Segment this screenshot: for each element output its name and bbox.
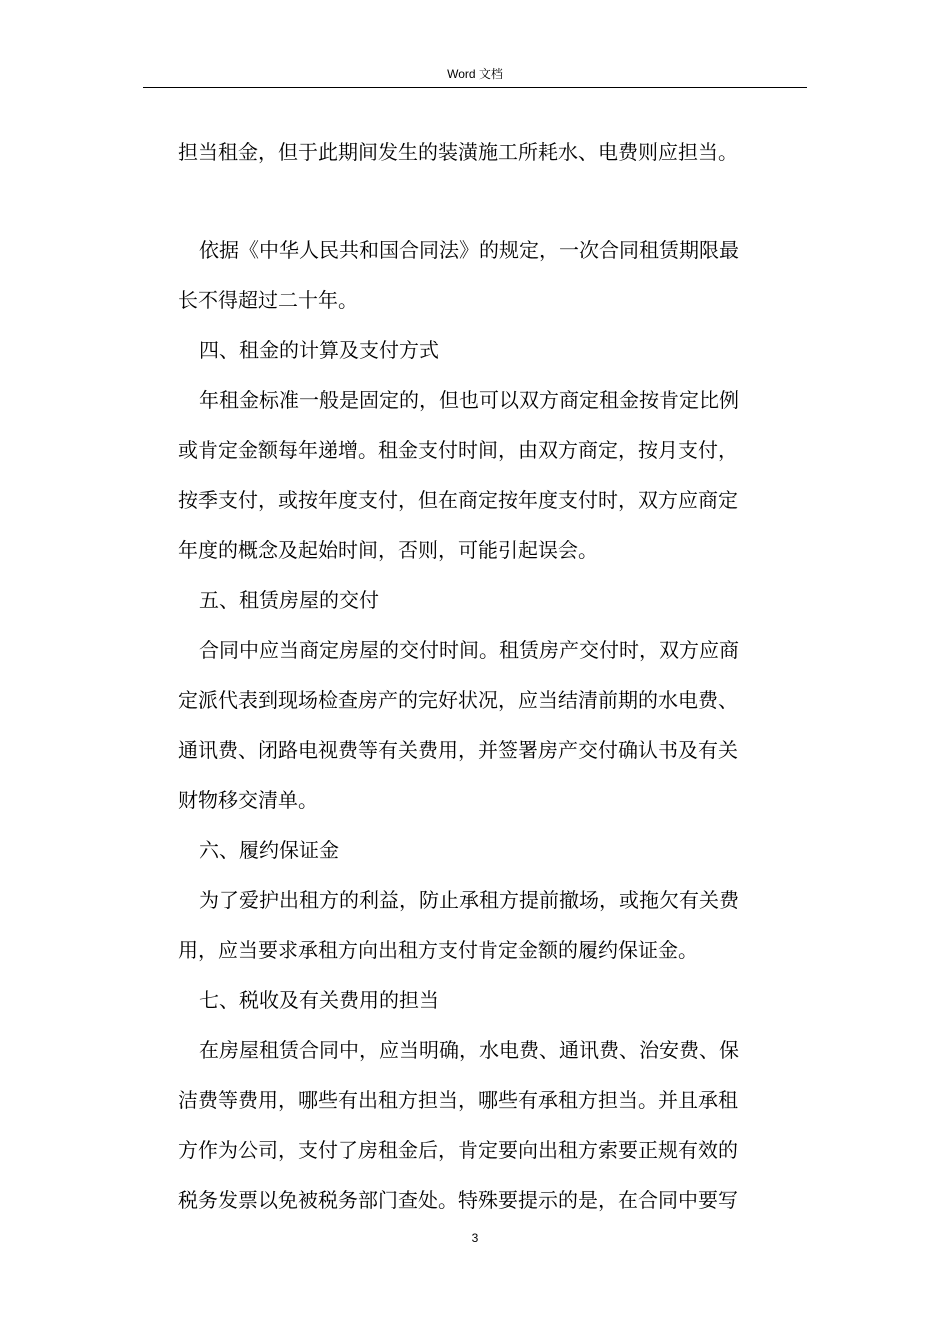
body-line: 通讯费、闭路电视费等有关费用，并签署房产交付确认书及有关 — [178, 738, 738, 762]
body-line: 税务发票以免被税务部门查处。特殊要提示的是，在合同中要写 — [178, 1188, 738, 1212]
body-line: 在房屋租赁合同中，应当明确，水电费、通讯费、治安费、保 — [199, 1038, 739, 1062]
body-line: 担当租金，但于此期间发生的装潢施工所耗水、电费则应担当。 — [178, 140, 738, 164]
section-heading: 七、税收及有关费用的担当 — [199, 988, 439, 1012]
header-title: Word 文档 — [447, 67, 503, 81]
section-heading: 四、租金的计算及支付方式 — [199, 338, 439, 362]
body-line: 定派代表到现场检查房产的完好状况，应当结清前期的水电费、 — [178, 688, 738, 712]
section-heading: 五、租赁房屋的交付 — [199, 588, 379, 612]
body-line: 方作为公司，支付了房租金后，肯定要向出租方索要正规有效的 — [178, 1138, 738, 1162]
body-line: 或肯定金额每年递增。租金支付时间，由双方商定，按月支付， — [178, 438, 738, 462]
page-number: 3 — [471, 1231, 479, 1245]
body-line: 年租金标准一般是固定的，但也可以双方商定租金按肯定比例 — [199, 388, 739, 412]
body-line: 财物移交清单。 — [178, 788, 318, 812]
page-footer — [0, 1230, 950, 1246]
body-line: 合同中应当商定房屋的交付时间。租赁房产交付时，双方应商 — [199, 638, 739, 662]
page-header — [0, 66, 950, 82]
body-line: 依据《中华人民共和国合同法》的规定，一次合同租赁期限最 — [199, 238, 739, 262]
section-heading: 六、履约保证金 — [199, 838, 339, 862]
body-line: 按季支付，或按年度支付，但在商定按年度支付时，双方应商定 — [178, 488, 738, 512]
body-line: 洁费等费用，哪些有出租方担当，哪些有承租方担当。并且承租 — [178, 1088, 738, 1112]
body-line: 为了爱护出租方的利益，防止承租方提前撤场，或拖欠有关费 — [199, 888, 739, 912]
body-line: 长不得超过二十年。 — [178, 288, 358, 312]
body-line: 用，应当要求承租方向出租方支付肯定金额的履约保证金。 — [178, 938, 698, 962]
body-line: 年度的概念及起始时间，否则，可能引起误会。 — [178, 538, 598, 562]
header-divider — [143, 87, 807, 88]
